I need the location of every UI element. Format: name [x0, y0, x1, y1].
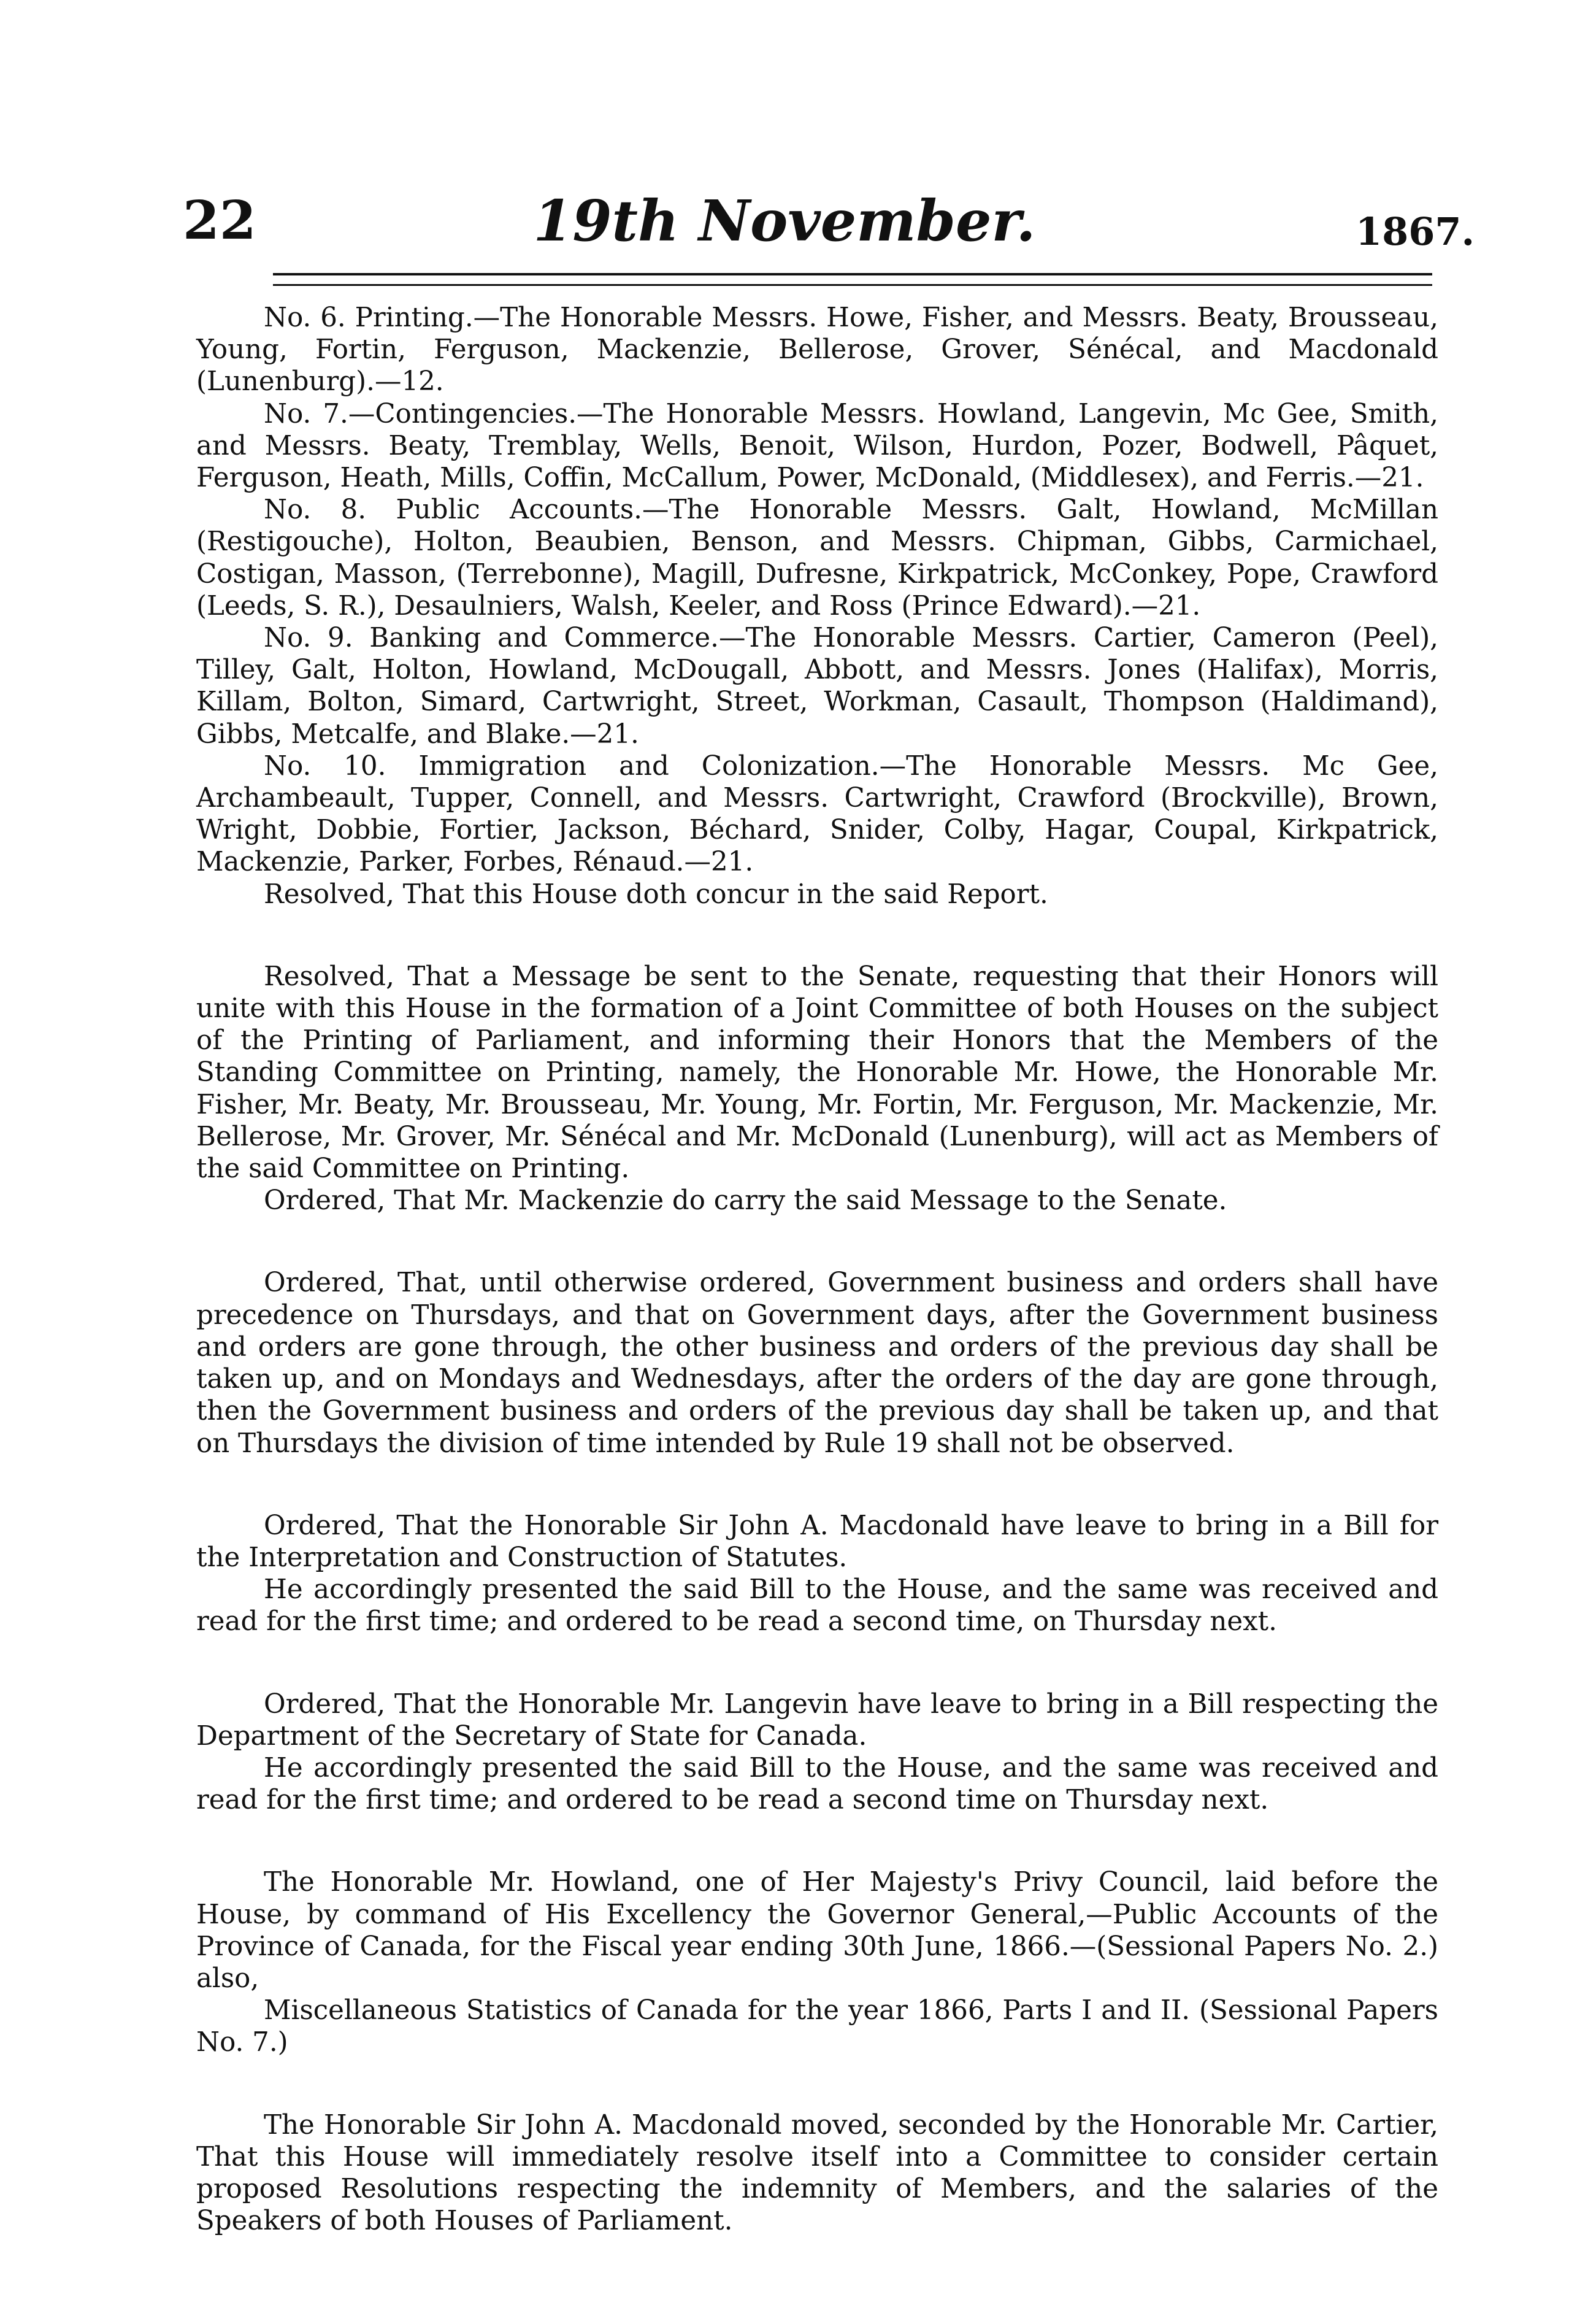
- resolved-message: Resolved, That a Message be sent to the Senate, requesting that their Honors will unite with this House in the formation of a Joint Committee of both Houses on the subject of the Printing of Parliament, and informing their Honors that the Members of the Standing Committee on Printing, namely, the Honorable Mr. Howe, the Honorable Mr. Fisher, Mr. Beaty, Mr. Brousseau, Mr. Young, Mr. Fortin, Mr. Ferguson, Mr. Mackenzie, Mr. Bellerose, Mr. Grover, Mr. Sénécal and Mr. McDonald (Lunenburg), will act as Members of the said Committee on Printing.: [196, 961, 1438, 1185]
- secretary-state-bill-presented: He accordingly presented the said Bill to the House, and the same was received and read for the first time; and ordered to be read a second time on Thursday next.: [196, 1752, 1438, 1816]
- committee-printing: No. 6. Printing.—The Honorable Messrs. Howe, Fisher, and Messrs. Beaty, Brousseau, Young, Fortin, Ferguson, Mackenzie, Bellerose, Grover, Sénécal, and Macdonald (Lunenburg).—12.: [196, 302, 1438, 398]
- header-rule-thin: [273, 284, 1432, 286]
- journal-body: [196, 302, 1438, 2237]
- header-rule-thick: [273, 273, 1432, 275]
- public-accounts-laid: The Honorable Mr. Howland, one of Her Majesty's Privy Council, laid before the House, by command of His Excellency the Governor General,—Public Accounts of the Province of Canada, for the Fiscal year ending 30th June, 1866.—(Sessional Papers No. 2.) also,: [196, 1867, 1438, 1994]
- interpretation-bill-presented: He accordingly presented the said Bill to the House, and the same was received and read for the first time; and ordered to be read a second time, on Thursday next.: [196, 1574, 1438, 1637]
- indemnity-motion: The Honorable Sir John A. Macdonald moved, seconded by the Honorable Mr. Cartier, That this House will immediately resolve itself into a Committee to consider certain proposed Resolutions respecting the indemnity of Members, and the salaries of the Speakers of both Houses of Parliament.: [196, 2109, 1438, 2237]
- ordered-secretary-state-bill: Ordered, That the Honorable Mr. Langevin have leave to bring in a Bill respecting the Department of the Secretary of State for Canada.: [196, 1688, 1438, 1752]
- page-number: 22: [183, 190, 256, 252]
- committee-banking: No. 9. Banking and Commerce.—The Honorable Messrs. Cartier, Cameron (Peel), Tilley, Galt, Holton, Howland, McDougall, Abbott, and Messrs. Jones (Halifax), Morris, Killam, Bolton, Simard, Cartwright, Street, Workman, Casault, Thompson (Haldimand), Gibbs, Metcalfe, and Blake.—21.: [196, 623, 1438, 750]
- committee-immigration: No. 10. Immigration and Colonization.—The Honorable Messrs. Mc Gee, Archambeault, Tupper, Connell, and Messrs. Cartwright, Crawford (Brockville), Brown, Wright, Dobbie, Fortier, Jackson, Béchard, Snider, Colby, Hagar, Coupal, Kirkpatrick, Mackenzie, Parker, Forbes, Rénaud.—21.: [196, 750, 1438, 878]
- ordered-government-business: Ordered, That, until otherwise ordered, Government business and orders shall have precedence on Thursdays, and that on Government days, after the Government business and orders are gone through, the other business and orders of the previous day shall be taken up, and on Mondays and Wednesdays, after the orders of the day are gone through, then the Government business and orders of the previous day shall be taken up, and that on Thursdays the division of time intended by Rule 19 shall not be observed.: [196, 1268, 1438, 1459]
- resolved-concur: Resolved, That this House doth concur in the said Report.: [264, 879, 1048, 910]
- page-date-heading: 19th November.: [533, 188, 1036, 254]
- ordered-interpretation-bill: Ordered, That the Honorable Sir John A. Macdonald have leave to bring in a Bill for the Interpretation and Construction of Statutes.: [196, 1510, 1438, 1573]
- ordered-carry-message: Ordered, That Mr. Mackenzie do carry the said Message to the Senate.: [264, 1185, 1227, 1217]
- page-year: 1867.: [1356, 209, 1475, 254]
- committee-public-accounts: No. 8. Public Accounts.—The Honorable Messrs. Galt, Howland, McMillan (Restigouche), Holton, Beaubien, Benson, and Messrs. Chipman, Gibbs, Carmichael, Costigan, Masson, (Terrebonne), Magill, Dufresne, Kirkpatrick, McConkey, Pope, Crawford (Leeds, S. R.), Desaulniers, Walsh, Keeler, and Ross (Prince Edward).—21.: [196, 494, 1438, 621]
- committee-contingencies: No. 7.—Contingencies.—The Honorable Messrs. Howland, Langevin, Mc Gee, Smith, and Messrs. Beaty, Tremblay, Wells, Benoit, Wilson, Hurdon, Pozer, Bodwell, Pâquet, Ferguson, Heath, Mills, Coffin, McCallum, Power, McDonald, (Middlesex), and Ferris.—21.: [196, 398, 1438, 494]
- miscellaneous-statistics: Miscellaneous Statistics of Canada for the year 1866, Parts I and II. (Sessional Papers No. 7.): [196, 1995, 1438, 2058]
